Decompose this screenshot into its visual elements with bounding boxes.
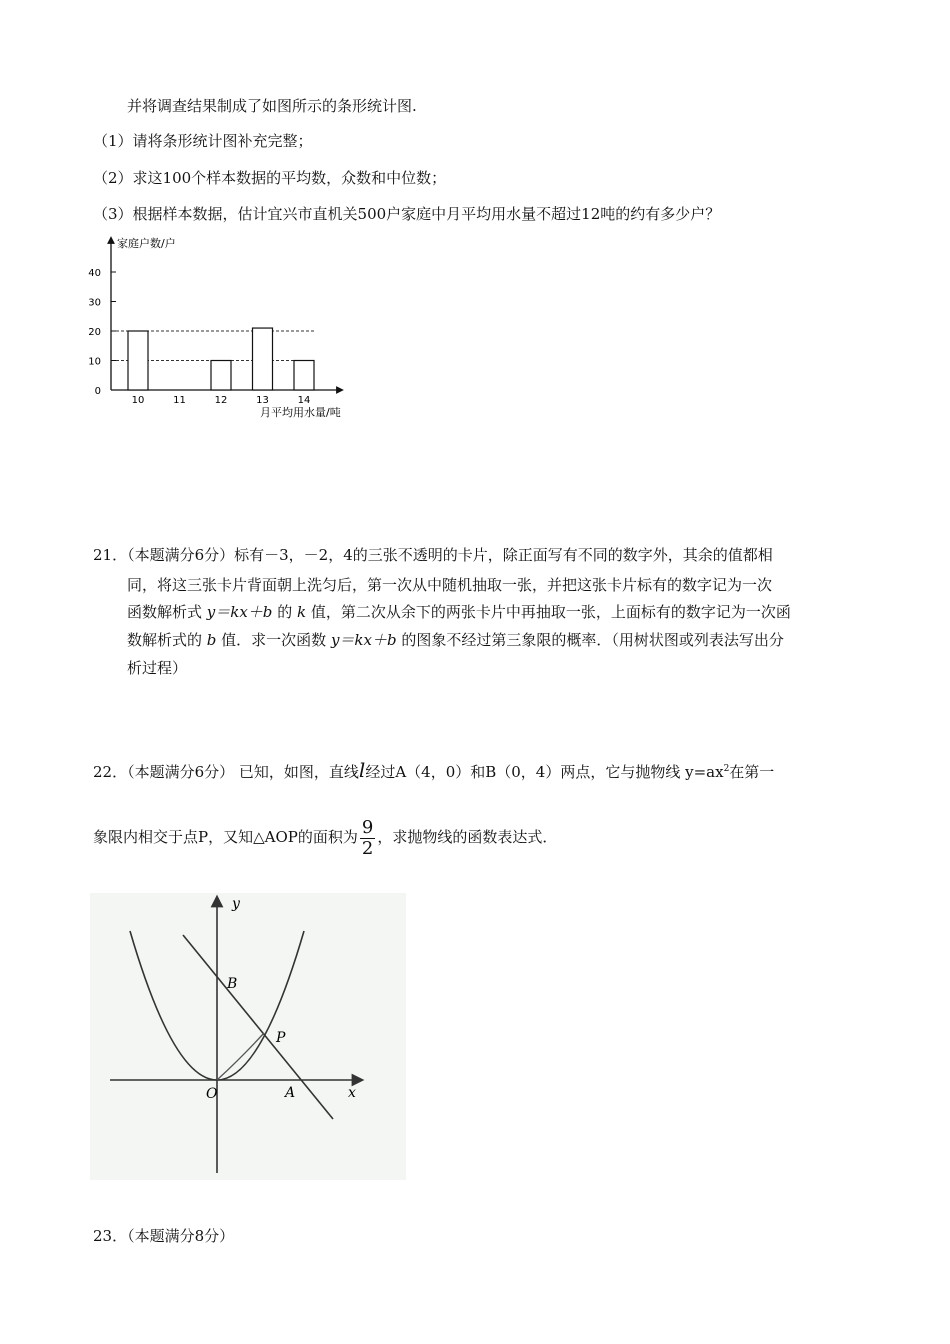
label-p: P [276, 1030, 286, 1046]
q21-line3: 函数解析式 y＝kx＋b 的 k 值，第二次从余下的两张卡片中再抽取一张，上面标有的数字记为一次函 [127, 603, 791, 621]
x-tick-label: 11 [173, 395, 186, 406]
y-tick-label: 10 [88, 356, 101, 368]
q20-part2: （2）求这100个样本数据的平均数，众数和中位数； [93, 169, 447, 187]
intro-text: 并将调查结果制成了如图所示的条形统计图. [127, 97, 417, 115]
label-b: B [227, 976, 238, 992]
y-tick-label: 40 [88, 268, 101, 279]
label-a: A [285, 1085, 296, 1101]
q20-part1: （1）请将条形统计图补充完整； [93, 132, 313, 150]
x-tick-label: 13 [256, 395, 269, 406]
q21-line2: 同，将这三张卡片背面朝上洗匀后，第一次从中随机抽取一张，并把这张卡片标有的数字记为一次 [127, 576, 773, 594]
segment-op [217, 1033, 264, 1080]
parabola-figure [90, 893, 406, 1180]
x-tick-label: 10 [131, 395, 145, 406]
q22-line2: 象限内相交于点P，又知△AOP的面积为 $\frac{9}{2}$ ，求抛物线的函数表达式． [93, 816, 558, 859]
x-tick-label: 14 [297, 395, 311, 406]
y-axis-label: 家庭户数/户 [117, 237, 176, 250]
bar-10 [128, 331, 148, 390]
label-x: x [348, 1085, 356, 1101]
bar-14 [294, 361, 314, 391]
x-tick-label: 12 [214, 395, 228, 406]
bar-chart [85, 232, 385, 432]
q22-line1: 22．（本题满分6分） 已知，如图，直线l经过A（4，0）和B（0，4）两点，它与抛物线 $y=ax^2$在第一 [93, 758, 775, 782]
bar-13 [253, 328, 273, 390]
q21-line1: 21．（本题满分6分）标有－3，－2，4的三张不透明的卡片，除正面写有不同的数字外，其余的值都相 [93, 546, 773, 564]
q20-part3: （3）根据样本数据，估计宜兴市直机关500户家庭中月平均用水量不超过12吨的约有多少户？ [93, 205, 721, 223]
y-tick-label: 0 [94, 386, 101, 397]
x-axis-label: 月平均用水量/吨 [260, 406, 341, 419]
label-y: y [232, 896, 240, 912]
label-o: O [206, 1086, 218, 1102]
bar-12 [211, 361, 231, 391]
q21-line4: 数解析式的 b 值．求一次函数 y＝kx＋b 的图象不经过第三象限的概率．（用树状图或列表法写出分 [127, 631, 784, 649]
fraction-nine-halves: $\frac{9}{2}$ [361, 816, 374, 859]
y-tick-label: 30 [88, 297, 101, 309]
y-tick-label: 20 [88, 327, 101, 338]
q21-line5: 析过程） [127, 659, 188, 677]
q23-heading: 23．（本题满分8分） [93, 1227, 235, 1245]
